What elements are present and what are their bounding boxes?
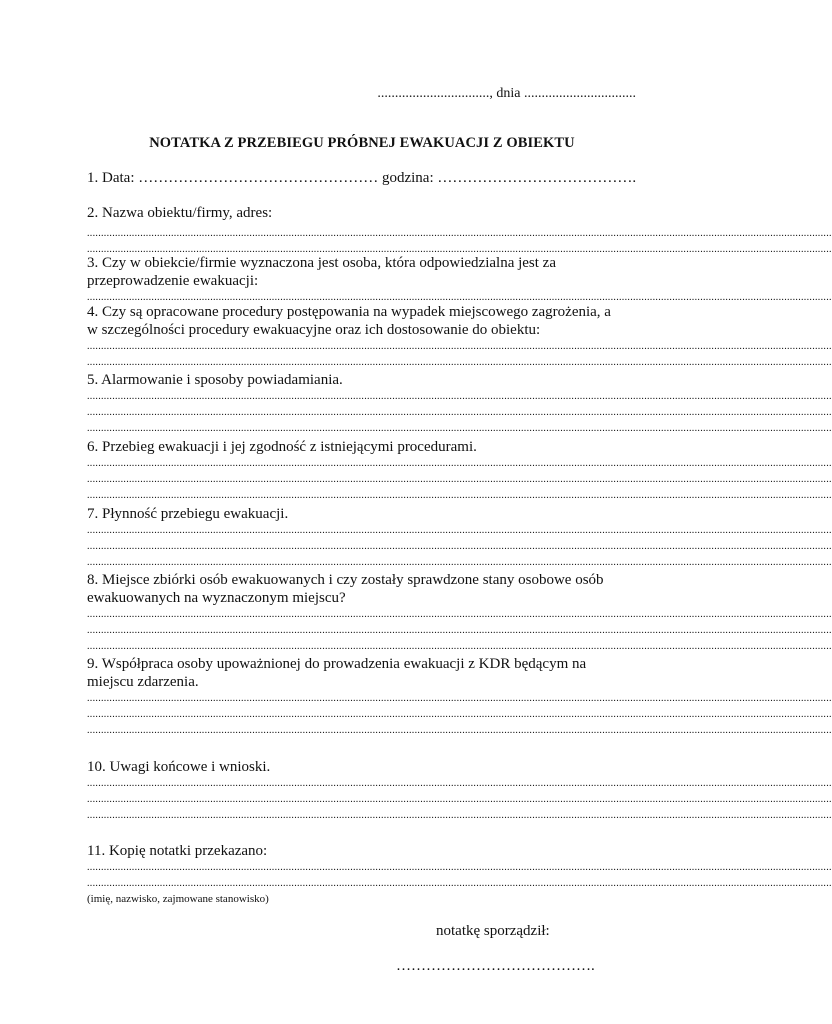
answer-line[interactable]: .......................................................................................................................................................................................................................................................................... xyxy=(87,709,832,720)
signer-label: notatkę sporządził: xyxy=(436,923,550,939)
answer-line[interactable]: .......................................................................................................................................................................................................................................................................... xyxy=(87,458,832,469)
answer-line[interactable]: .......................................................................................................................................................................................................................................................................... xyxy=(87,557,832,568)
answer-line[interactable]: .......................................................................................................................................................................................................................................................................... xyxy=(87,490,832,501)
answer-line[interactable]: .......................................................................................................................................................................................................................................................................... xyxy=(87,625,832,636)
section-responsible-person xyxy=(87,254,832,306)
answer-line[interactable]: .......................................................................................................................................................................................................................................................................... xyxy=(87,862,832,873)
section-question: 10. Uwagi końcowe i wnioski. xyxy=(87,759,271,775)
section-question: 5. Alarmowanie i sposoby powiadamiania. xyxy=(87,372,343,388)
answer-line[interactable]: .......................................................................................................................................................................................................................................................................... xyxy=(87,341,832,352)
answer-line[interactable]: .......................................................................................................................................................................................................................................................................... xyxy=(87,357,832,368)
answer-line[interactable]: .......................................................................................................................................................................................................................................................................... xyxy=(87,641,832,652)
place-date-field[interactable]: ................................, dnia ................................ xyxy=(377,86,636,101)
section-evacuation-course xyxy=(87,438,832,504)
answer-line[interactable]: .......................................................................................................................................................................................................................................................................... xyxy=(87,525,832,536)
section-fluency xyxy=(87,505,832,571)
section-assembly-point xyxy=(87,571,832,655)
section-cooperation xyxy=(87,655,832,739)
section-question: 11. Kopię notatki przekazano: xyxy=(87,843,268,859)
answer-line[interactable]: .......................................................................................................................................................................................................................................................................... xyxy=(87,423,832,434)
section-question: 9. Współpraca osoby upoważnionej do prowadzenia ewakuacji z KDR będącym na miejscu zdarzenia. xyxy=(87,656,587,690)
section-question: 3. Czy w obiekcie/firmie wyznaczona jest osoba, która odpowiedzialna jest za przeprowadzenie ewakuacji: xyxy=(87,255,556,289)
answer-line[interactable]: .......................................................................................................................................................................................................................................................................... xyxy=(87,541,832,552)
answer-line[interactable]: .......................................................................................................................................................................................................................................................................... xyxy=(87,292,832,303)
answer-line[interactable]: .......................................................................................................................................................................................................................................................................... xyxy=(87,693,832,704)
answer-line[interactable]: .......................................................................................................................................................................................................................................................................... xyxy=(87,878,832,889)
answer-line[interactable]: .......................................................................................................................................................................................................................................................................... xyxy=(87,391,832,402)
answer-line[interactable]: .......................................................................................................................................................................................................................................................................... xyxy=(87,407,832,418)
answer-line[interactable]: .......................................................................................................................................................................................................................................................................... xyxy=(87,609,832,620)
section-question: 7. Płynność przebiegu ewakuacji. xyxy=(87,506,289,522)
answer-line[interactable]: .......................................................................................................................................................................................................................................................................... xyxy=(87,725,832,736)
section-final-remarks xyxy=(87,758,832,824)
answer-line[interactable]: .......................................................................................................................................................................................................................................................................... xyxy=(87,778,832,789)
document-title: NOTATKA Z PRZEBIEGU PRÓBNEJ EWAKUACJI Z OBIEKTU xyxy=(149,135,575,151)
date-time-field[interactable]: 1. Data: ………………………………………… godzina: …………………………………. xyxy=(87,170,637,186)
answer-line[interactable]: .......................................................................................................................................................................................................................................................................... xyxy=(87,794,832,805)
signature-line[interactable]: …………………………………. xyxy=(396,958,595,974)
section-question: 6. Przebieg ewakuacji i jej zgodność z istniejącymi procedurami. xyxy=(87,439,477,455)
answer-line[interactable]: .......................................................................................................................................................................................................................................................................... xyxy=(87,228,832,239)
section-copy-recipient xyxy=(87,842,832,905)
section-address xyxy=(87,204,832,258)
answer-line[interactable]: .......................................................................................................................................................................................................................................................................... xyxy=(87,244,832,255)
answer-line[interactable]: .......................................................................................................................................................................................................................................................................... xyxy=(87,810,832,821)
section-procedures xyxy=(87,303,832,371)
answer-line[interactable]: .......................................................................................................................................................................................................................................................................... xyxy=(87,474,832,485)
section-question: 2. Nazwa obiektu/firmy, adres: xyxy=(87,205,273,221)
section-question: 8. Miejsce zbiórki osób ewakuowanych i czy zostały sprawdzone stany osobowe osób ewakuowanych na wyznaczonym miejscu? xyxy=(87,572,604,606)
recipient-caption: (imię, nazwisko, zajmowane stanowisko) xyxy=(87,893,269,905)
section-alarming xyxy=(87,371,832,437)
section-question: 4. Czy są opracowane procedury postępowania na wypadek miejscowego zagrożenia, a w szczególności procedury ewakuacyjne oraz ich dostosowanie do obiektu: xyxy=(87,304,611,338)
